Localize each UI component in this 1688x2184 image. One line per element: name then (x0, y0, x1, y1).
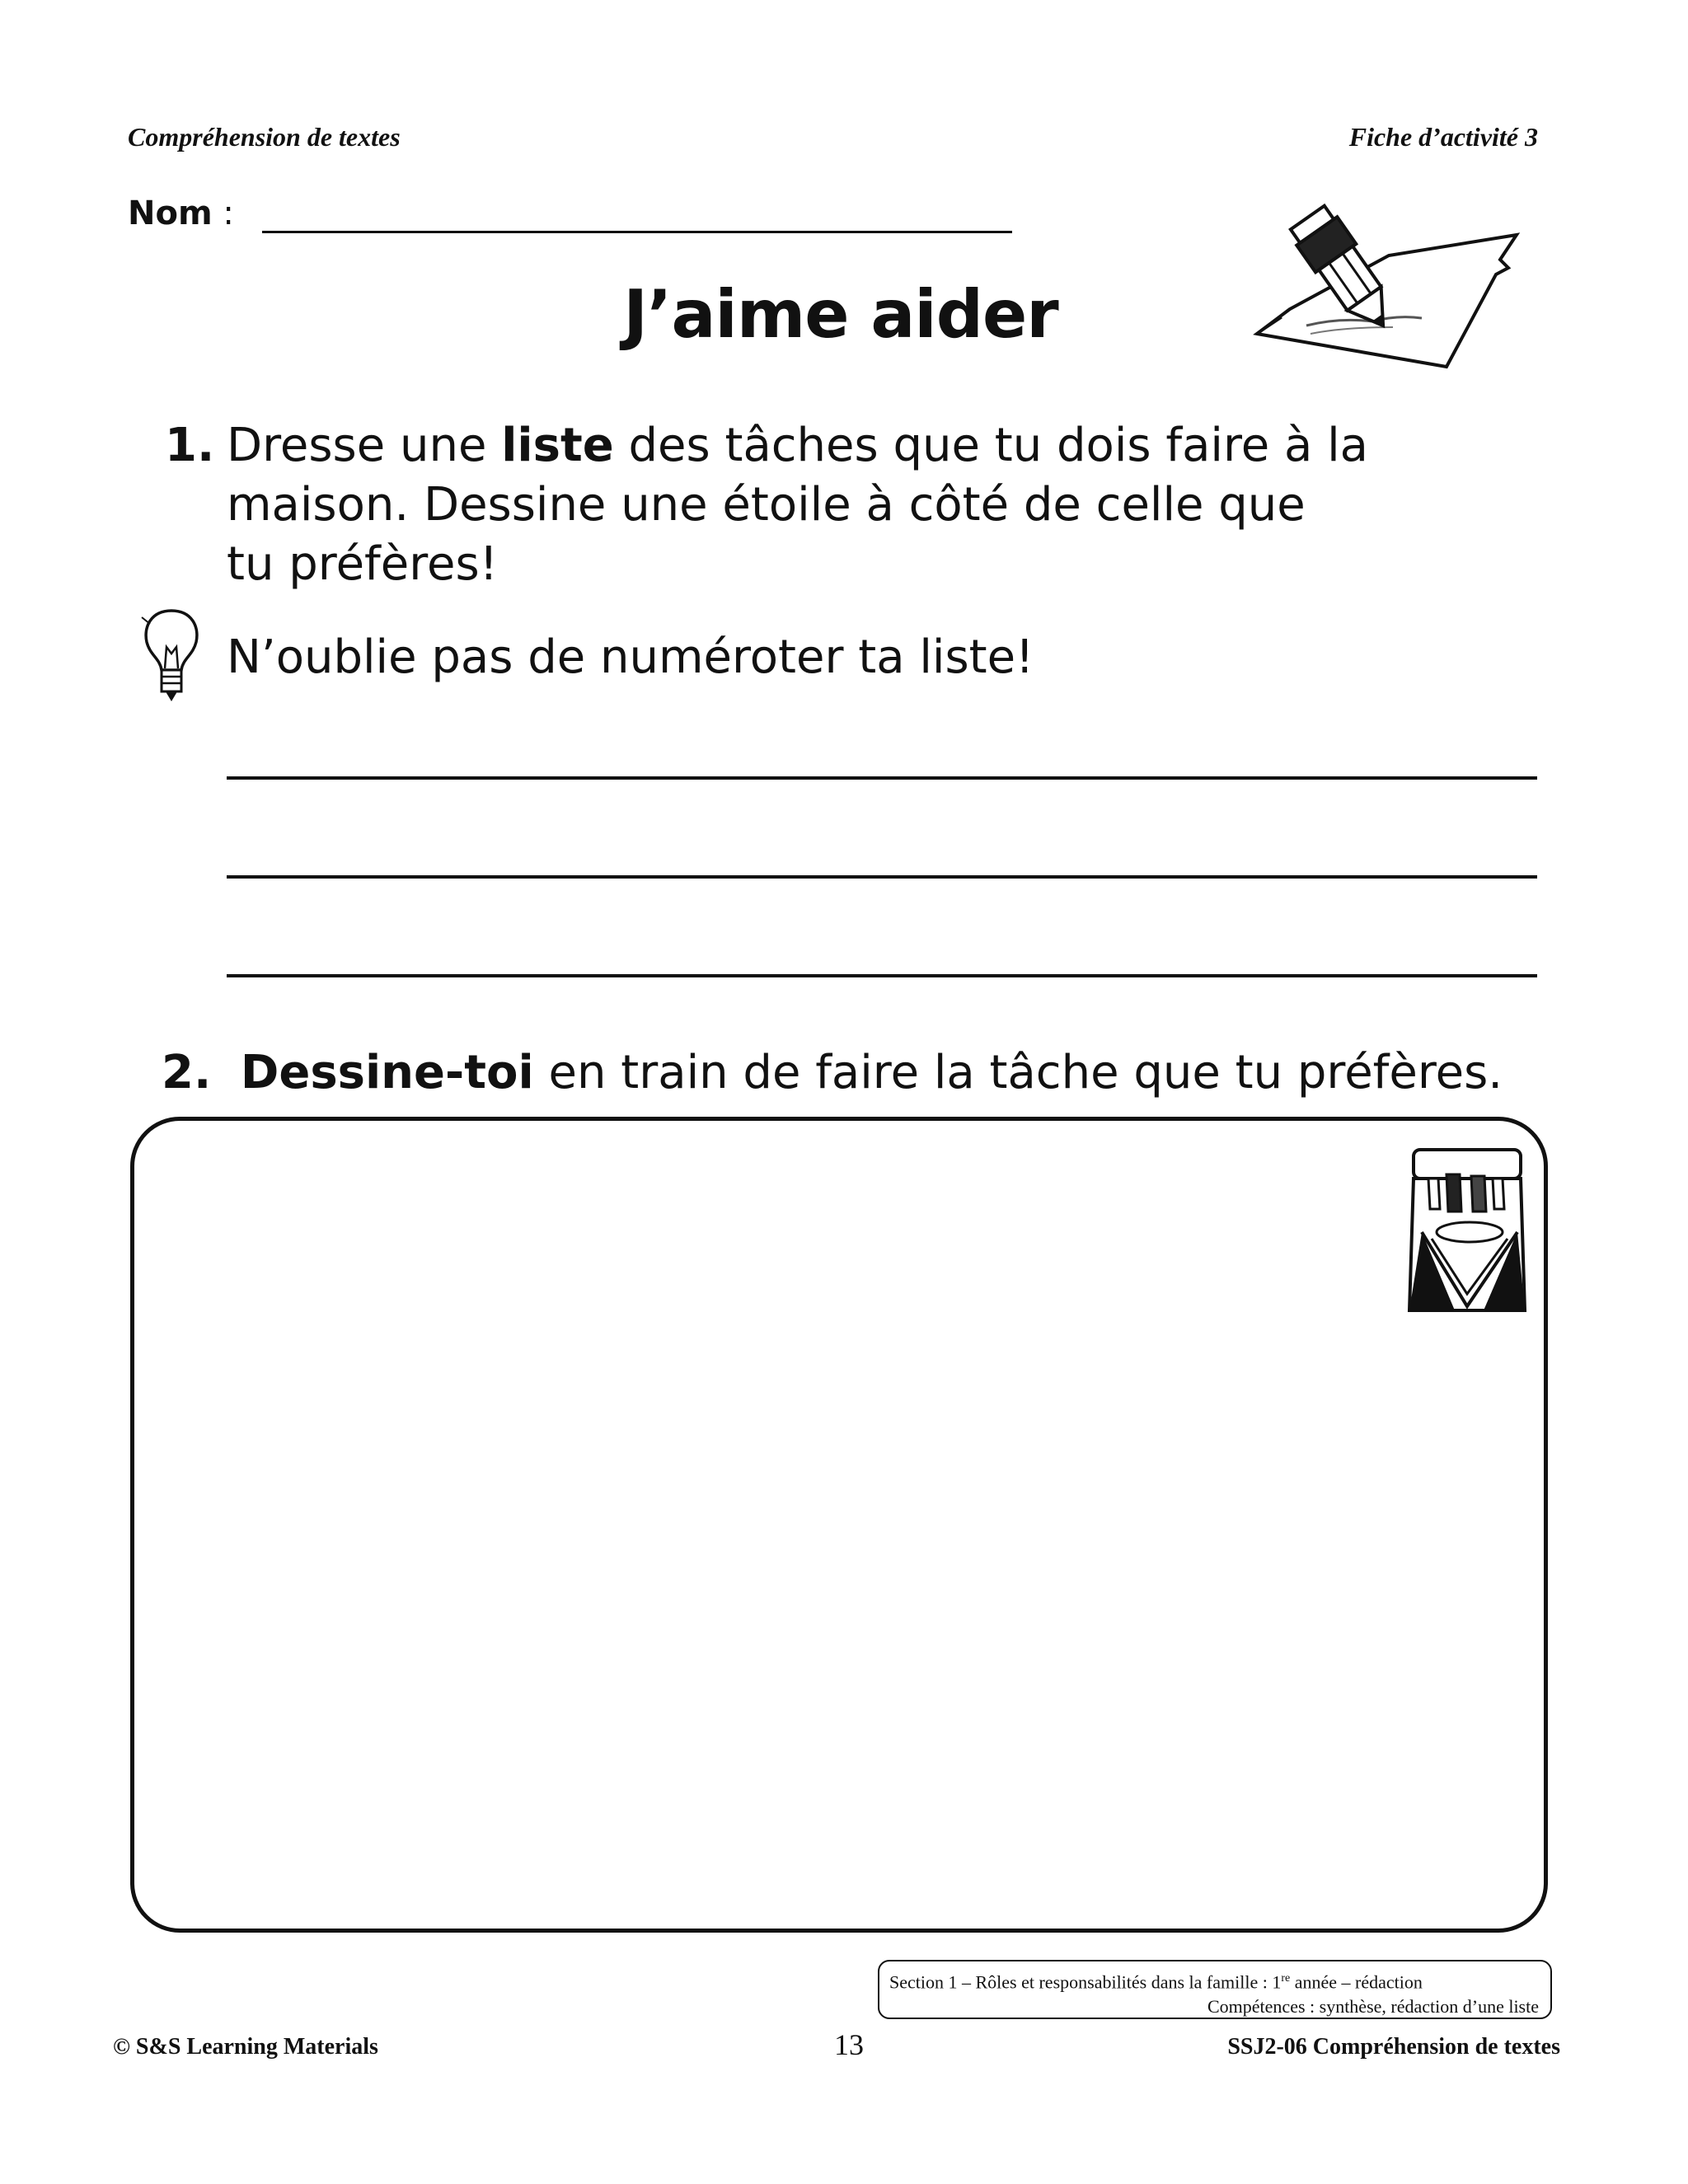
footer-copyright: © S&S Learning Materials (113, 2034, 378, 2060)
crayon-box-icon (1405, 1141, 1529, 1315)
section-info-box (878, 1960, 1552, 2019)
footer-product-code: SSJ2-06 Compréhension de textes (1227, 2034, 1560, 2060)
answer-line-2[interactable] (227, 875, 1537, 879)
answer-line-1[interactable] (227, 776, 1537, 780)
pencil-paper-icon (1232, 177, 1529, 375)
q2-bold-word: Dessine-toi (240, 1046, 534, 1099)
q1-bold-word: liste (501, 419, 614, 472)
section-line-1 (879, 1966, 1539, 1994)
question-2 (162, 1043, 1503, 1103)
section-line-1-prefix: Section 1 – Rôles et responsabilités dans la famille : 1 (889, 1971, 1282, 1993)
drawing-area[interactable] (130, 1117, 1548, 1933)
question-1-line-2: maison. Dessine une étoile à côté de celle que (227, 478, 1306, 532)
question-1-text (227, 416, 1463, 594)
name-input-line[interactable] (262, 231, 1012, 233)
page-title: J’aime aider (623, 276, 1058, 353)
q2-text-after: en train de faire la tâche que tu préfères. (533, 1046, 1503, 1099)
name-colon: : (212, 194, 234, 232)
section-line-1-suffix: année – rédaction (1290, 1971, 1423, 1993)
question-1 (165, 416, 214, 476)
answer-line-3[interactable] (227, 974, 1537, 977)
question-2-number: 2. (162, 1046, 212, 1099)
question-1-number: 1. (165, 419, 215, 472)
header-left: Compréhension de textes (128, 122, 401, 152)
question-1-line-3: tu préfères! (227, 537, 499, 591)
q1-text-after: des tâches que tu dois faire à la (613, 419, 1368, 472)
q1-text-before: Dresse une (227, 419, 502, 472)
lightbulb-icon (138, 606, 204, 705)
section-line-1-sup: re (1281, 1972, 1291, 1985)
section-line-2: Compétences : synthèse, rédaction d’une liste (1207, 1996, 1539, 2018)
page-number: 13 (834, 2028, 864, 2061)
header-right: Fiche d’activité 3 (1348, 122, 1538, 152)
name-label (128, 194, 234, 232)
question-1-line-1 (227, 416, 1463, 476)
name-label-text: Nom (128, 194, 213, 232)
tip-text: N’oublie pas de numéroter ta liste! (227, 630, 1034, 684)
